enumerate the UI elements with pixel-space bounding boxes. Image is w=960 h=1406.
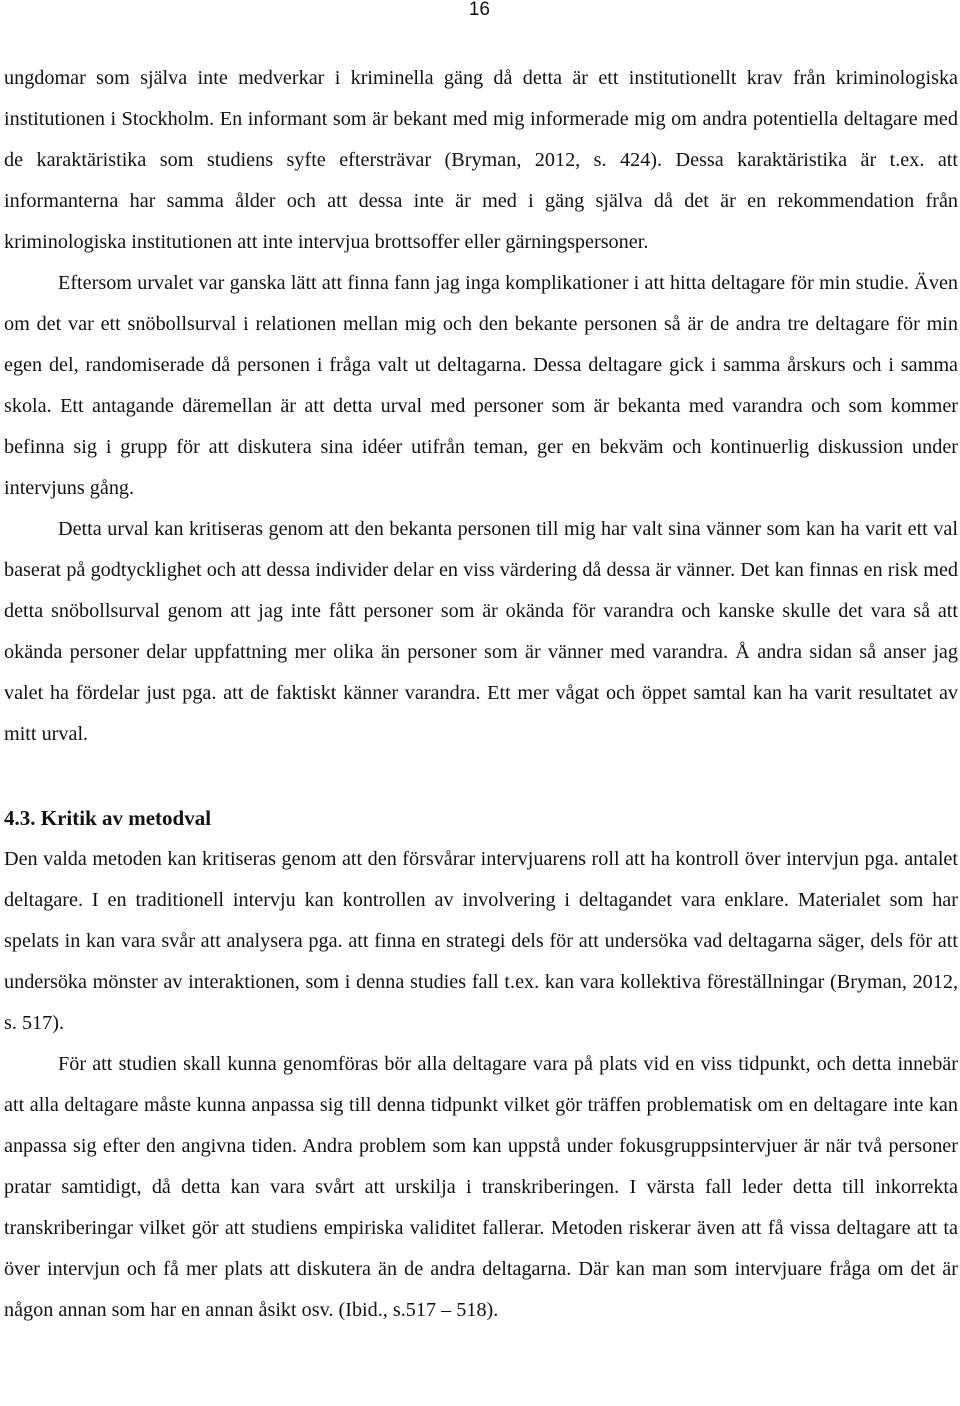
- paragraph-1: ungdomar som själva inte medverkar i kriminella gäng då detta är ett institutionellt krav från kriminologiska institutionen i Stockholm. En informant som är bekant med mig informerade mig om andra potentiella deltagare med de karaktäristika som studiens syfte eftersträvar (Bryman, 2012, s. 424). Dessa karaktäristika är t.ex. att informanterna har samma ålder och att dessa inte är med i gäng själva då det är en rekommendation från kriminologiska institutionen att inte intervjua brottsoffer eller gärningspersoner.: [4, 67, 958, 253]
- paragraph-2: Eftersom urvalet var ganska lätt att finna fann jag inga komplikationer i att hitta deltagare för min studie. Även om det var ett snöbollsurval i relationen mellan mig och den bekante personen så är de andra tre deltagare för min egen del, randomiserade då personen i fråga valt ut deltagarna. Dessa deltagare gick i samma årskurs och i samma skola. Ett antagande däremellan är att detta urval med personer som är bekanta med varandra och som kommer befinna sig i grupp för att diskutera sina idéer utifrån teman, ger en bekväm och kontinuerlig diskussion under intervjuns gång.: [4, 272, 958, 499]
- paragraph-3: Detta urval kan kritiseras genom att den bekanta personen till mig har valt sina vänner som kan ha varit ett val baserat på godtycklighet och att dessa individer delar en viss värdering då dessa är vänner. Det kan finnas en risk med detta snöbollsurval genom att jag inte fått personer som är okända för varandra och kanske skulle det vara så att okända personer delar uppfattning mer olika än personer som är vänner med varandra. Å andra sidan så anser jag valet ha fördelar just pga. att de faktiskt känner varandra. Ett mer vågat och öppet samtal kan ha varit resultatet av mitt urval.: [4, 518, 958, 745]
- page-number: 16: [468, 0, 490, 20]
- paragraph-5: För att studien skall kunna genomföras bör alla deltagare vara på plats vid en viss tidpunkt, och detta innebär att alla deltagare måste kunna anpassa sig till denna tidpunkt vilket gör träffen problematisk om en deltagare inte kan anpassa sig efter den angivna tiden. Andra problem som kan uppstå under fokusgruppsintervjuer är när två personer pratar samtidigt, då detta kan vara svårt att urskilja i transkriberingen. I värsta fall leder detta till inkorrekta transkriberingar vilket gör att studiens empiriska validitet fallerar. Metoden riskerar även att få vissa deltagare att ta över intervjun och få mer plats att diskutera än de andra deltagarna. Där kan man som intervjuare fråga om det är någon annan som har en annan åsikt osv. (Ibid., s.517 – 518).: [4, 1053, 958, 1321]
- paragraph-4: Den valda metoden kan kritiseras genom att den försvårar intervjuarens roll att ha kontroll över intervjun pga. antalet deltagare. I en traditionell intervju kan kontrollen av involvering i deltagandet vara enklare. Materialet som har spelats in kan vara svår att analysera pga. att finna en strategi dels för att undersöka vad deltagarna säger, dels för att undersöka mönster av interaktionen, som i denna studies fall t.ex. kan vara kollektiva föreställningar (Bryman, 2012, s. 517).: [4, 848, 958, 1034]
- section-heading: 4.3. Kritik av metodval: [4, 806, 212, 830]
- document-body: [4, 58, 958, 1331]
